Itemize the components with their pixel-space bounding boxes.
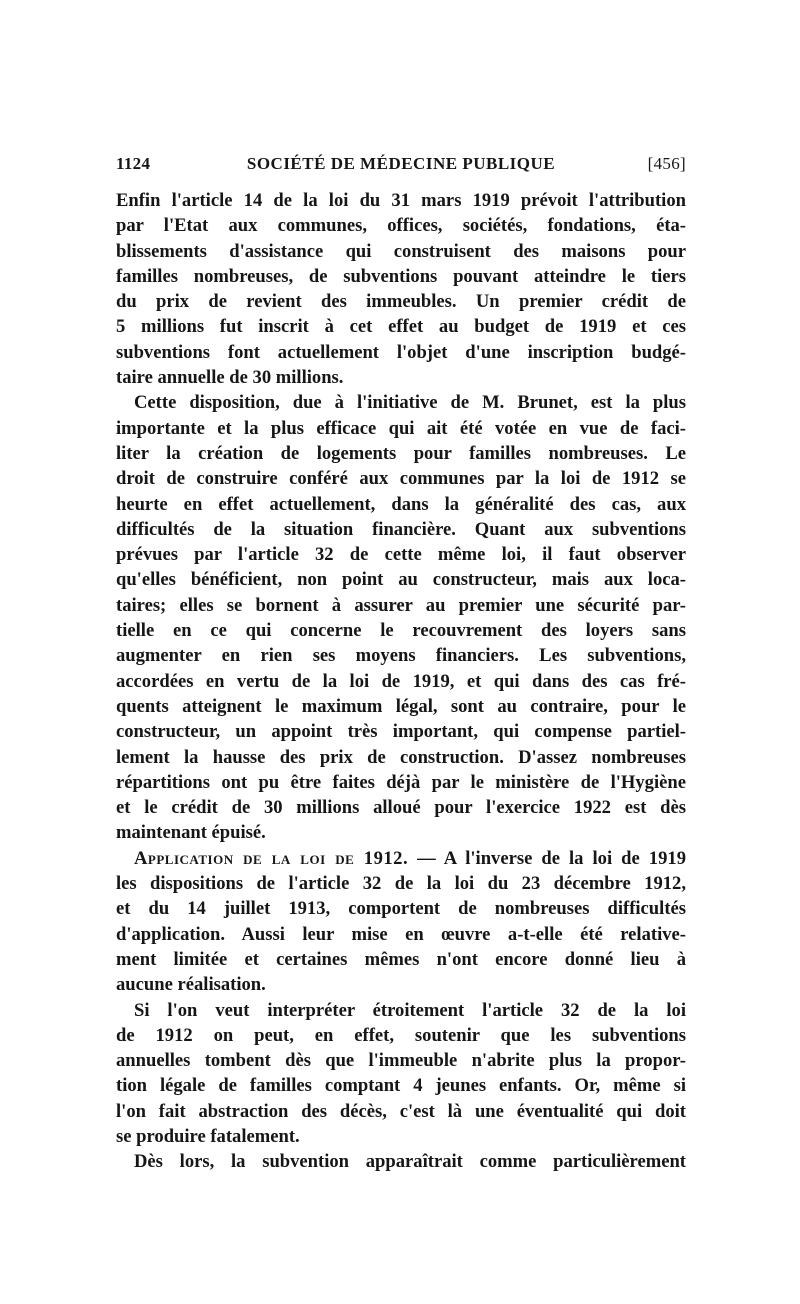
text-line: annuelles tombent dès que l'immeuble n'abrite plus la propor- <box>116 1050 686 1072</box>
text-line: aucune réalisation. <box>116 974 266 996</box>
running-title: SOCIÉTÉ DE MÉDECINE PUBLIQUE <box>246 154 556 173</box>
text-line <box>116 846 686 871</box>
text-line: accordées en vertu de la loi de 1919, et qui dans des cas fré- <box>116 670 686 692</box>
text-line: prévues par l'article 32 de cette même loi, il faut observer <box>116 544 686 566</box>
running-head <box>116 154 686 184</box>
text-line: les dispositions de l'article 32 de la loi du 23 décembre 1912, <box>116 873 686 895</box>
text-line: liter la création de logements pour familles nombreuses. Le <box>116 442 686 464</box>
text-line: du prix de revient des immeubles. Un premier crédit de <box>116 291 686 313</box>
document-page <box>116 154 686 1175</box>
text-line: constructeur, un appoint très important, qui compense partiel- <box>116 721 686 743</box>
text-line: lement la hausse des prix de construction. D'assez nombreuses <box>116 746 686 768</box>
text-line: Cette disposition, due à l'initiative de M. Brunet, est la plus <box>134 392 686 414</box>
text-line: Dès lors, la subvention apparaîtrait comme particulièrement <box>134 1151 686 1173</box>
page-number: 1124 <box>116 154 151 173</box>
text-line: ment limitée et certaines mêmes n'ont encore donné lieu à <box>116 948 686 970</box>
text-line: d'application. Aussi leur mise en œuvre a-t-elle été relative- <box>116 923 686 945</box>
text-line: difficultés de la situation financière. Quant aux subventions <box>116 518 686 540</box>
text-line: importante et la plus efficace qui ait été votée en vue de faci- <box>116 417 686 439</box>
text-line: taires; elles se bornent à assurer au premier une sécurité par- <box>116 594 686 616</box>
text-line: taire annuelle de 30 millions. <box>116 367 344 389</box>
bracket-reference: [456] <box>647 154 686 173</box>
text-line: 5 millions fut inscrit à cet effet au budget de 1919 et ces <box>116 316 686 338</box>
section-heading: Application de la loi de 1912. <box>134 847 409 869</box>
text-line-fragment: — A l'inverse de la loi de 1919 <box>417 847 686 869</box>
text-line: tion légale de familles comptant 4 jeunes enfants. Or, même si <box>116 1075 686 1097</box>
text-line: et le crédit de 30 millions alloué pour l'exercice 1922 est dès <box>116 797 686 819</box>
text-line: maintenant épuisé. <box>116 822 266 844</box>
body-text <box>116 188 686 1175</box>
text-line: répartitions ont pu être faites déjà par le ministère de l'Hygiène <box>116 771 686 793</box>
text-line: heurte en effet actuellement, dans la généralité des cas, aux <box>116 493 686 515</box>
text-line: blissements d'assistance qui construisent des maisons pour <box>116 240 686 262</box>
text-line: se produire fatalement. <box>116 1125 300 1147</box>
text-line: qu'elles bénéficient, non point au constructeur, mais aux loca- <box>116 569 686 591</box>
text-line: par l'Etat aux communes, offices, sociétés, fondations, éta- <box>116 215 686 237</box>
text-line: droit de construire conféré aux communes par la loi de 1912 se <box>116 468 686 490</box>
text-line: tielle en ce qui concerne le recouvrement des loyers sans <box>116 620 686 642</box>
text-line: augmenter en rien ses moyens financiers. Les subventions, <box>116 645 686 667</box>
text-line: subventions font actuellement l'objet d'une inscription budgé- <box>116 341 686 363</box>
text-line: quents atteignent le maximum légal, sont au contraire, pour le <box>116 695 686 717</box>
text-line: et du 14 juillet 1913, comportent de nombreuses difficultés <box>116 898 686 920</box>
text-line: Si l'on veut interpréter étroitement l'article 32 de la loi <box>134 999 686 1021</box>
text-line: Enfin l'article 14 de la loi du 31 mars 1919 prévoit l'attribution <box>116 190 686 211</box>
text-line: l'on fait abstraction des décès, c'est là une éventualité qui doit <box>116 1100 686 1122</box>
text-line: familles nombreuses, de subventions pouvant atteindre le tiers <box>116 265 686 287</box>
text-line: de 1912 on peut, en effet, soutenir que les subventions <box>116 1024 686 1046</box>
